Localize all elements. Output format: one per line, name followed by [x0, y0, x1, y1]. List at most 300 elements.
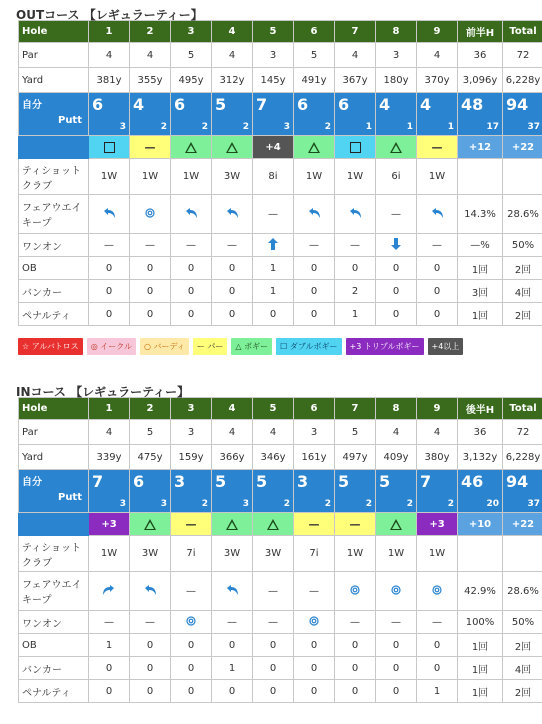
- triangle-icon: [390, 142, 402, 153]
- result-text: +3: [101, 518, 117, 530]
- ob-label: OB: [19, 257, 89, 280]
- one-on-cell: [253, 234, 294, 257]
- penalty-label: ペナルティ: [19, 680, 89, 703]
- one-on-value: —: [227, 239, 237, 251]
- result-box: [335, 136, 375, 158]
- score-cell: [335, 93, 376, 136]
- fairway-cell: [253, 572, 294, 611]
- yard-label: Yard: [19, 445, 89, 470]
- result-total: +22: [511, 141, 535, 153]
- penalty-cell: 1: [335, 303, 376, 326]
- ob-cell: 0: [130, 257, 171, 280]
- fairway-cell: [294, 195, 335, 234]
- one-on-cell: [376, 234, 417, 257]
- penalty-cell: 0: [294, 680, 335, 703]
- one-on-value: —: [145, 616, 155, 628]
- one-on-cell: [503, 234, 542, 257]
- header-cell: 前半H: [458, 21, 503, 43]
- stroke-count: 48: [461, 95, 484, 114]
- bunker-cell: 1回: [458, 657, 503, 680]
- putt-count: 2: [242, 122, 249, 132]
- result-total: +12: [468, 141, 492, 153]
- one-on-cell: [130, 234, 171, 257]
- par-cell: 72: [503, 420, 542, 445]
- par-cell: 4: [335, 43, 376, 68]
- bunker-cell: 4回: [503, 280, 542, 303]
- fairway-cell: [171, 572, 212, 611]
- result-cell: [417, 513, 458, 536]
- result-row: [19, 136, 542, 159]
- yard-cell: 370y: [417, 68, 458, 93]
- ob-cell: 0: [253, 634, 294, 657]
- stroke-count: 6: [297, 95, 309, 114]
- arrow-down-icon: [391, 242, 401, 253]
- ob-cell: 0: [376, 257, 417, 280]
- triangle-icon: [185, 142, 197, 153]
- ob-row: [19, 257, 542, 280]
- miss-left-arrow-icon: [183, 211, 199, 222]
- stroke-count: 5: [256, 472, 268, 491]
- fairway-value: —: [186, 585, 196, 597]
- tee-club-cell: 1W: [376, 536, 417, 572]
- yard-cell: 6,228y: [503, 445, 542, 470]
- one-on-cell: [294, 611, 335, 634]
- triangle-icon: [144, 519, 156, 530]
- bunker-cell: 0: [417, 280, 458, 303]
- tee-club-cell: 3W: [212, 159, 253, 195]
- stroke-count: 5: [215, 472, 227, 491]
- one-on-cell: [458, 234, 503, 257]
- score-cell: [212, 93, 253, 136]
- stroke-count: 6: [174, 95, 186, 114]
- legend-item: △ ボギー: [231, 338, 272, 355]
- ob-cell: 1: [253, 257, 294, 280]
- stroke-count: 7: [420, 472, 432, 491]
- result-box: [376, 513, 416, 535]
- self-score-row: [19, 470, 542, 513]
- ob-cell: 2回: [503, 634, 542, 657]
- putt-count: 2: [283, 499, 290, 509]
- fairway-label-line2: キープ: [22, 595, 52, 606]
- yard-cell: 339y: [89, 445, 130, 470]
- ob-cell: 0: [294, 257, 335, 280]
- one-on-value: —: [227, 616, 237, 628]
- ob-row: [19, 634, 542, 657]
- tee-club-row: [19, 159, 542, 195]
- stroke-count: 7: [256, 95, 268, 114]
- fairway-label: [19, 572, 89, 611]
- par-cell: 5: [171, 43, 212, 68]
- par-cell: 4: [89, 43, 130, 68]
- putt-count: 2: [160, 122, 167, 132]
- stroke-count: 4: [420, 95, 432, 114]
- yard-cell: 161y: [294, 445, 335, 470]
- fairway-value: 14.3%: [464, 208, 496, 220]
- fairway-cell: [376, 572, 417, 611]
- par-cell: 3: [376, 43, 417, 68]
- tee-club-label: [19, 536, 89, 572]
- par-label: Par: [19, 420, 89, 445]
- ob-cell: 0: [171, 257, 212, 280]
- result-box: [253, 513, 293, 535]
- one-on-value: —: [350, 616, 360, 628]
- self-label-cell: [19, 470, 89, 513]
- tee-club-label-line1: ティショット: [22, 542, 81, 554]
- result-box: [212, 513, 252, 535]
- stroke-count: 4: [133, 95, 145, 114]
- miss-left-arrow-icon: [429, 211, 445, 222]
- putt-count: 1: [406, 122, 413, 132]
- one-on-cell: [89, 611, 130, 634]
- par-cell: 3: [294, 420, 335, 445]
- result-box: [171, 513, 211, 535]
- par-cell: 4: [417, 420, 458, 445]
- triangle-icon: [267, 519, 279, 530]
- result-text: +3: [429, 518, 445, 530]
- yard-cell: 145y: [253, 68, 294, 93]
- penalty-cell: 0: [89, 680, 130, 703]
- tee-club-cell: [503, 159, 542, 195]
- header-cell: 9: [417, 21, 458, 43]
- putt-count: 2: [201, 122, 208, 132]
- stroke-count: 46: [461, 472, 484, 491]
- penalty-cell: 0: [253, 303, 294, 326]
- result-cell: [253, 513, 294, 536]
- yard-cell: 409y: [376, 445, 417, 470]
- ob-cell: 0: [335, 257, 376, 280]
- fairway-cell: [212, 572, 253, 611]
- penalty-label: ペナルティ: [19, 303, 89, 326]
- putt-count: 17: [486, 122, 499, 132]
- fairway-cell: [130, 572, 171, 611]
- result-box: [130, 513, 170, 535]
- tee-club-cell: 3W: [253, 536, 294, 572]
- yard-cell: 346y: [253, 445, 294, 470]
- legend-item: +4以上: [428, 338, 464, 355]
- tee-club-cell: 1W: [171, 159, 212, 195]
- triangle-icon: [308, 142, 320, 153]
- result-cell: [458, 513, 503, 536]
- par-cell: 4: [130, 43, 171, 68]
- bunker-cell: 0: [171, 280, 212, 303]
- score-cell: [503, 470, 542, 513]
- one-on-cell: [417, 611, 458, 634]
- header-cell: 1: [89, 21, 130, 43]
- penalty-cell: 1: [417, 680, 458, 703]
- dash-icon: —: [144, 140, 156, 154]
- one-on-hit-icon: [309, 618, 319, 629]
- par-row: [19, 43, 542, 68]
- penalty-cell: 0: [376, 303, 417, 326]
- tee-club-cell: 8i: [253, 159, 294, 195]
- one-on-cell: [253, 611, 294, 634]
- yard-cell: 491y: [294, 68, 335, 93]
- triangle-icon: [390, 519, 402, 530]
- result-cell: [212, 513, 253, 536]
- one-on-cell: [294, 234, 335, 257]
- bunker-cell: 0: [376, 280, 417, 303]
- fairway-value: 28.6%: [507, 585, 539, 597]
- penalty-cell: 0: [130, 303, 171, 326]
- self-score-row: [19, 93, 542, 136]
- par-label: Par: [19, 43, 89, 68]
- score-cell: [417, 93, 458, 136]
- bunker-cell: 1: [253, 280, 294, 303]
- yard-cell: 312y: [212, 68, 253, 93]
- putt-count: 2: [365, 499, 372, 509]
- ob-cell: 0: [376, 634, 417, 657]
- putt-count: 3: [242, 499, 249, 509]
- ob-cell: 0: [130, 634, 171, 657]
- par-cell: 3: [253, 43, 294, 68]
- putt-count: 3: [119, 122, 126, 132]
- header-cell: 3: [171, 398, 212, 420]
- result-cell: [335, 513, 376, 536]
- miss-left-arrow-icon: [347, 211, 363, 222]
- one-on-value: —: [391, 616, 401, 628]
- yard-cell: 159y: [171, 445, 212, 470]
- result-total: +22: [511, 518, 535, 530]
- penalty-row: [19, 303, 542, 326]
- putt-count: 20: [486, 499, 499, 509]
- bunker-cell: 4回: [503, 657, 542, 680]
- bunker-label: バンカー: [19, 280, 89, 303]
- tee-club-cell: [503, 536, 542, 572]
- yard-label: Yard: [19, 68, 89, 93]
- result-box: [294, 513, 334, 535]
- fairway-value: —: [268, 208, 278, 220]
- one-on-cell: [130, 611, 171, 634]
- score-cell: [253, 93, 294, 136]
- fairway-cell: [171, 195, 212, 234]
- one-on-cell: [171, 234, 212, 257]
- penalty-cell: 0: [171, 680, 212, 703]
- dash-icon: —: [431, 140, 443, 154]
- yard-row: [19, 68, 542, 93]
- par-cell: 4: [253, 420, 294, 445]
- penalty-cell: 2回: [503, 303, 542, 326]
- miss-left-arrow-icon: [142, 588, 158, 599]
- one-on-cell: [89, 234, 130, 257]
- ob-cell: 0: [294, 634, 335, 657]
- putt-count: 1: [365, 122, 372, 132]
- header-cell: 7: [335, 398, 376, 420]
- one-on-value: —: [350, 239, 360, 251]
- putt-count: 2: [406, 499, 413, 509]
- penalty-cell: 2回: [503, 680, 542, 703]
- par-cell: 5: [294, 43, 335, 68]
- putt-label: Putt: [57, 492, 82, 503]
- legend-item: ☐ ダブルボギー: [276, 338, 341, 355]
- bunker-cell: 0: [417, 657, 458, 680]
- dash-icon: —: [185, 517, 197, 531]
- tee-club-label-line1: ティショット: [22, 165, 81, 177]
- legend-item: ー パー: [193, 338, 228, 355]
- stroke-count: 4: [379, 95, 391, 114]
- header-cell: 1: [89, 398, 130, 420]
- tee-club-label: [19, 159, 89, 195]
- putt-label: Putt: [57, 115, 82, 126]
- tee-club-cell: 6i: [376, 159, 417, 195]
- result-cell: [130, 136, 171, 159]
- penalty-cell: 0: [212, 680, 253, 703]
- legend-item: ☆ アルバトロス: [18, 338, 83, 355]
- bunker-cell: 1: [212, 657, 253, 680]
- score-cell: [417, 470, 458, 513]
- result-total: +10: [468, 518, 492, 530]
- fairway-row: [19, 572, 542, 611]
- in-scorecard: [18, 397, 542, 703]
- fairway-cell: [417, 195, 458, 234]
- header-cell: 2: [130, 398, 171, 420]
- score-cell: [130, 470, 171, 513]
- penalty-cell: 0: [253, 680, 294, 703]
- fairway-label-line1: フェアウエイ: [22, 203, 82, 214]
- fairway-hit-icon: [145, 210, 155, 221]
- tee-club-label-line2: クラブ: [22, 557, 52, 569]
- penalty-cell: 0: [89, 303, 130, 326]
- header-row: [19, 398, 542, 420]
- one-on-value: —: [186, 239, 196, 251]
- bunker-cell: 0: [294, 657, 335, 680]
- stroke-count: 6: [133, 472, 145, 491]
- par-cell: 5: [335, 420, 376, 445]
- fairway-cell: [503, 195, 542, 234]
- one-on-value: —: [309, 239, 319, 251]
- bunker-cell: 0: [253, 657, 294, 680]
- header-cell: 5: [253, 21, 294, 43]
- bunker-cell: 0: [89, 280, 130, 303]
- result-box: [171, 136, 211, 158]
- par-row: [19, 420, 542, 445]
- result-cell: [171, 513, 212, 536]
- par-cell: 36: [458, 420, 503, 445]
- tee-club-cell: [458, 159, 503, 195]
- penalty-cell: 1回: [458, 303, 503, 326]
- header-cell: 8: [376, 21, 417, 43]
- ob-cell: 1回: [458, 257, 503, 280]
- result-cell: [171, 136, 212, 159]
- fairway-label: [19, 195, 89, 234]
- header-cell: 2: [130, 21, 171, 43]
- tee-club-cell: 7i: [294, 536, 335, 572]
- dash-icon: —: [349, 517, 361, 531]
- bunker-cell: 0: [335, 657, 376, 680]
- score-cell: [130, 93, 171, 136]
- result-cell: [212, 136, 253, 159]
- one-on-label: ワンオン: [19, 234, 89, 257]
- tee-club-cell: 1W: [89, 536, 130, 572]
- score-cell: [171, 470, 212, 513]
- stroke-count: 5: [215, 95, 227, 114]
- one-on-row: [19, 234, 542, 257]
- result-cell: [294, 136, 335, 159]
- result-box: [417, 513, 457, 535]
- par-cell: 5: [130, 420, 171, 445]
- fairway-cell: [335, 572, 376, 611]
- miss-left-arrow-icon: [306, 211, 322, 222]
- legend-item: ◎ イークル: [87, 338, 136, 355]
- tee-club-cell: 1W: [417, 159, 458, 195]
- putt-count: 3: [160, 499, 167, 509]
- one-on-cell: [212, 611, 253, 634]
- result-box: [89, 136, 129, 158]
- header-cell: 後半H: [458, 398, 503, 420]
- putt-count: 2: [324, 499, 331, 509]
- one-on-value: 50%: [511, 239, 535, 251]
- one-on-value: 100%: [465, 616, 495, 628]
- result-legend: [18, 338, 542, 355]
- fairway-value: 28.6%: [507, 208, 539, 220]
- bunker-cell: 0: [212, 280, 253, 303]
- score-cell: [503, 93, 542, 136]
- dash-icon: —: [308, 517, 320, 531]
- yard-cell: 380y: [417, 445, 458, 470]
- fairway-label-line2: キープ: [22, 218, 52, 229]
- header-cell: Total: [503, 21, 542, 43]
- score-cell: [458, 93, 503, 136]
- yard-cell: 180y: [376, 68, 417, 93]
- result-box: [335, 513, 375, 535]
- yard-cell: 381y: [89, 68, 130, 93]
- stroke-count: 94: [506, 95, 529, 114]
- result-cell: [335, 136, 376, 159]
- tee-club-cell: 1W: [335, 536, 376, 572]
- result-cell: [376, 513, 417, 536]
- result-cell: [253, 136, 294, 159]
- ob-cell: 1回: [458, 634, 503, 657]
- one-on-cell: [417, 234, 458, 257]
- putt-count: 2: [447, 499, 454, 509]
- yard-cell: 497y: [335, 445, 376, 470]
- header-hole-label: Hole: [19, 21, 89, 43]
- stroke-count: 3: [174, 472, 186, 491]
- header-row: [19, 21, 542, 43]
- triangle-icon: [226, 142, 238, 153]
- result-cell: [503, 136, 542, 159]
- result-cell: [130, 513, 171, 536]
- result-label-cell: [19, 136, 89, 159]
- one-on-cell: [503, 611, 542, 634]
- one-on-row: [19, 611, 542, 634]
- one-on-cell: [335, 234, 376, 257]
- bunker-cell: 2: [335, 280, 376, 303]
- result-row: [19, 513, 542, 536]
- penalty-cell: 0: [212, 303, 253, 326]
- one-on-value: —: [145, 239, 155, 251]
- result-cell: [503, 513, 542, 536]
- legend-item: ○ バーディ: [140, 338, 189, 355]
- par-cell: 4: [212, 43, 253, 68]
- header-cell: 4: [212, 21, 253, 43]
- tee-club-row: [19, 536, 542, 572]
- fairway-cell: [458, 195, 503, 234]
- result-box: [212, 136, 252, 158]
- in-section-title: INコース 【レギュラーティー】: [16, 385, 190, 399]
- result-cell: [417, 136, 458, 159]
- header-cell: Total: [503, 398, 542, 420]
- square-icon: [350, 142, 361, 153]
- header-cell: 4: [212, 398, 253, 420]
- score-cell: [294, 470, 335, 513]
- fairway-row: [19, 195, 542, 234]
- result-cell: [376, 136, 417, 159]
- one-on-cell: [458, 611, 503, 634]
- header-hole-label: Hole: [19, 398, 89, 420]
- tee-club-cell: 3W: [212, 536, 253, 572]
- miss-left-arrow-icon: [101, 211, 117, 222]
- self-label: 自分: [22, 477, 42, 488]
